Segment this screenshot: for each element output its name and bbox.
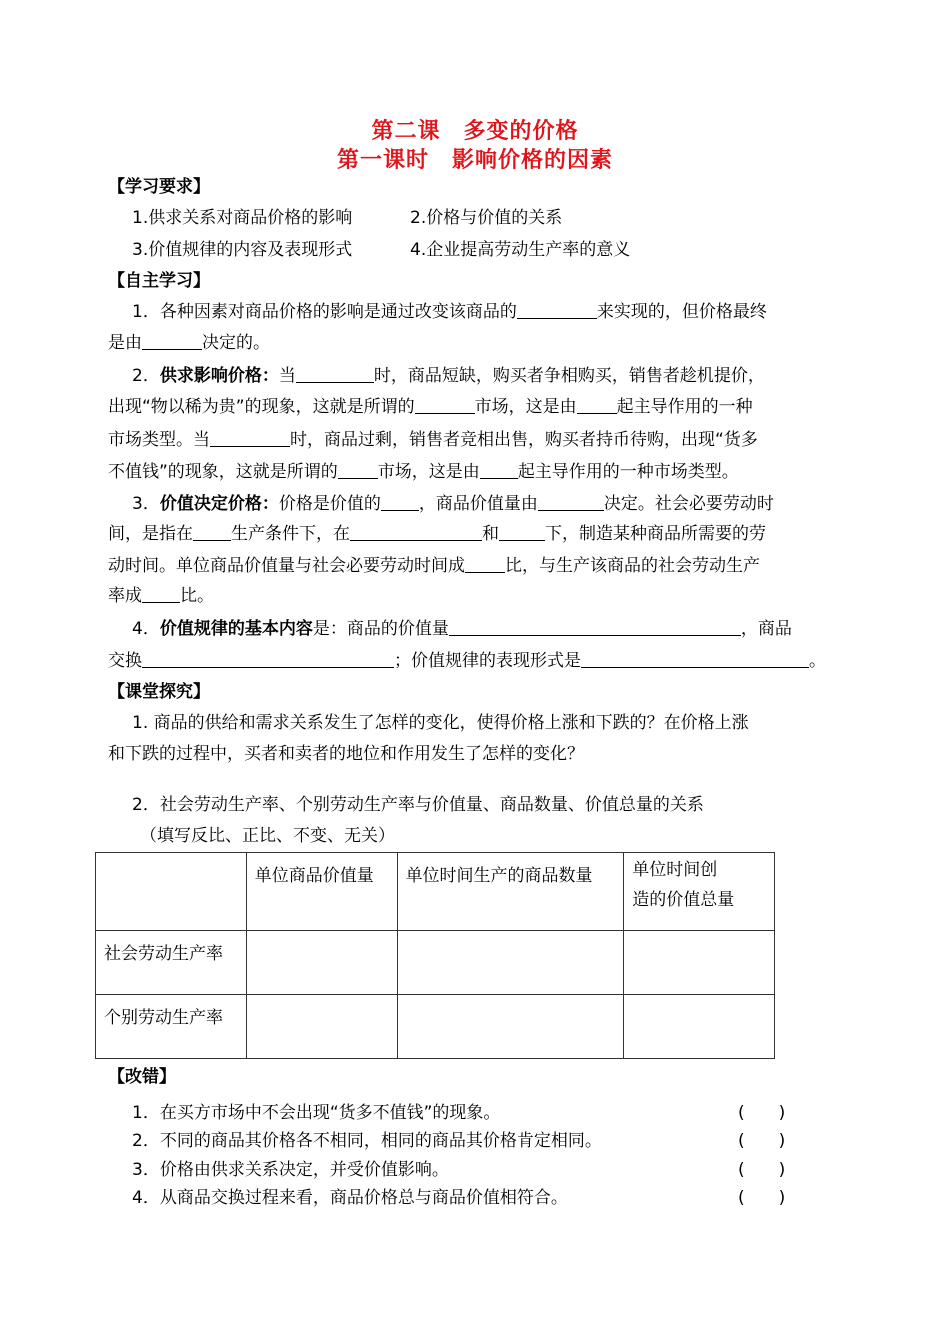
text: 2． [132,366,160,386]
table-row [96,931,775,995]
explore-q2-note: （填写反比、正比、不变、无关） [140,826,395,846]
explore-q1-line1: 1. 商品的供给和需求关系发生了怎样的变化，使得价格上涨和下跌的？在价格上涨 [132,713,749,733]
text: 3． [132,494,160,514]
answer-blank[interactable] [210,430,290,447]
requirement-item: 3.价值规律的内容及表现形式 [132,240,353,260]
answer-blank[interactable] [142,651,394,668]
answer-blank[interactable] [381,494,419,511]
text: 起主导作用的一种 [616,397,753,417]
answer-cell[interactable] [624,995,775,1059]
text: 当 [278,366,296,386]
text: ，商品价值量由 [418,494,538,514]
correction-item: 2．不同的商品其价格各不相同，相同的商品其价格肯定相同。 [132,1131,602,1151]
answer-cell[interactable] [246,931,397,995]
text: 下，制造某种商品所需要的劳 [545,524,766,544]
answer-blank[interactable] [350,524,482,541]
answer-blank[interactable] [581,651,809,668]
explore-heading: 【课堂探究】 [108,682,210,702]
header-line: 造的价值总量 [632,890,735,910]
self-study-q2-line3 [108,425,848,450]
row-label: 个别劳动生产率 [96,995,247,1059]
answer-blank[interactable] [465,556,505,573]
answer-blank[interactable] [338,462,378,479]
table-header-row [96,853,775,931]
self-study-q2-line1 [132,361,872,386]
self-study-q1-line2 [108,328,848,353]
answer-blank[interactable] [480,462,518,479]
explore-q2: 2．社会劳动生产率、个别劳动生产率与价值量、商品数量、价值总量的关系 [132,795,704,815]
answer-blank[interactable] [517,302,597,319]
self-study-q4-line2 [108,646,848,671]
answer-blank[interactable] [415,397,475,414]
text: 动时间。单位商品价值量与社会必要劳动时间成 [108,556,465,576]
bold-label: 价值决定价格： [159,494,279,514]
corrections-heading: 【改错】 [108,1067,176,1087]
text: 市场，这是由 [474,397,577,417]
text: 是由 [108,333,142,353]
text: 比。 [180,586,214,606]
text: 决定的。 [202,333,270,353]
correction-item: 3．价格由供求关系决定，并受价值影响。 [132,1160,449,1180]
table-header-cell: 单位时间生产的商品数量 [397,853,624,931]
requirements-heading: 【学习要求】 [108,177,210,197]
text: 交换 [108,651,142,671]
text: 来实现的，但价格最终 [596,302,767,322]
table-header-cell [96,853,247,931]
text: 生产条件下，在 [231,524,350,544]
self-study-q2-line2 [108,392,848,417]
header-line: 单位时间创 [632,860,718,880]
bold-label: 供求影响价格： [159,366,279,386]
text: 间，是指在 [108,524,193,544]
self-study-q2-line4 [108,457,848,482]
text: 起主导作用的一种市场类型。 [517,462,739,482]
answer-parentheses[interactable]: ( ) [738,1160,786,1180]
self-study-heading: 【自主学习】 [108,271,210,291]
text: 价格是价值的 [278,494,381,514]
bold-label: 价值规律的基本内容 [159,619,313,639]
table-row [96,995,775,1059]
answer-parentheses[interactable]: ( ) [738,1103,786,1123]
self-study-q3-line3 [108,551,848,576]
explore-q1-line2: 和下跌的过程中，买者和卖者的地位和作用发生了怎样的变化？ [108,744,584,764]
text: 是：商品的价值量 [312,619,449,639]
text: 率成 [108,586,142,606]
text: 不值钱”的现象，这就是所谓的 [108,462,338,482]
answer-blank[interactable] [142,333,202,350]
text: 市场类型。当 [108,430,210,450]
text: 1．各种因素对商品价格的影响是通过改变该商品的 [132,302,517,322]
text: 比，与生产该商品的社会劳动生产 [505,556,760,576]
text: 4． [132,619,160,639]
text: ，商品 [740,619,792,639]
table-header-cell [624,853,775,931]
answer-blank[interactable] [499,524,545,541]
row-label: 社会劳动生产率 [96,931,247,995]
requirement-item: 2.价格与价值的关系 [410,208,563,228]
answer-cell[interactable] [397,995,624,1059]
self-study-q1-line1 [132,297,872,322]
answer-cell[interactable] [624,931,775,995]
answer-parentheses[interactable]: ( ) [738,1188,786,1208]
text: 和 [482,524,499,544]
correction-item: 4．从商品交换过程来看，商品价格总与商品价值相符合。 [132,1188,568,1208]
answer-blank[interactable] [577,397,617,414]
answer-blank[interactable] [296,366,374,383]
text: 决定。社会必要劳动时 [603,494,774,514]
text: 。 [809,651,826,671]
answer-cell[interactable] [246,995,397,1059]
requirement-item: 4.企业提高劳动生产率的意义 [410,240,631,260]
text: ；价值规律的表现形式是 [394,651,581,671]
text: 市场，这是由 [377,462,480,482]
answer-blank[interactable] [449,619,741,636]
correction-item: 1．在买方市场中不会出现“货多不值钱”的现象。 [132,1103,501,1123]
productivity-table [95,852,775,1059]
table-header-cell: 单位商品价值量 [246,853,397,931]
answer-blank[interactable] [142,586,180,603]
self-study-q3-line1 [132,489,872,514]
lesson-title: 第二课 多变的价格 [371,119,579,144]
text: 时，商品短缺，购买者争相购买，销售者趁机提价， [373,366,765,386]
self-study-q3-line2 [108,519,848,544]
answer-parentheses[interactable]: ( ) [738,1131,786,1151]
text: 出现“物以稀为贵”的现象，这就是所谓的 [108,397,415,417]
text: 时，商品过剩，销售者竞相出售，购买者持币待购，出现“货多 [290,430,758,450]
lesson-subtitle: 第一课时 影响价格的因素 [336,148,613,173]
self-study-q4-line1 [132,614,872,639]
self-study-q3-line4 [108,581,848,606]
answer-blank[interactable] [193,524,231,541]
answer-blank[interactable] [538,494,604,511]
requirement-item: 1.供求关系对商品价格的影响 [132,208,353,228]
answer-cell[interactable] [397,931,624,995]
